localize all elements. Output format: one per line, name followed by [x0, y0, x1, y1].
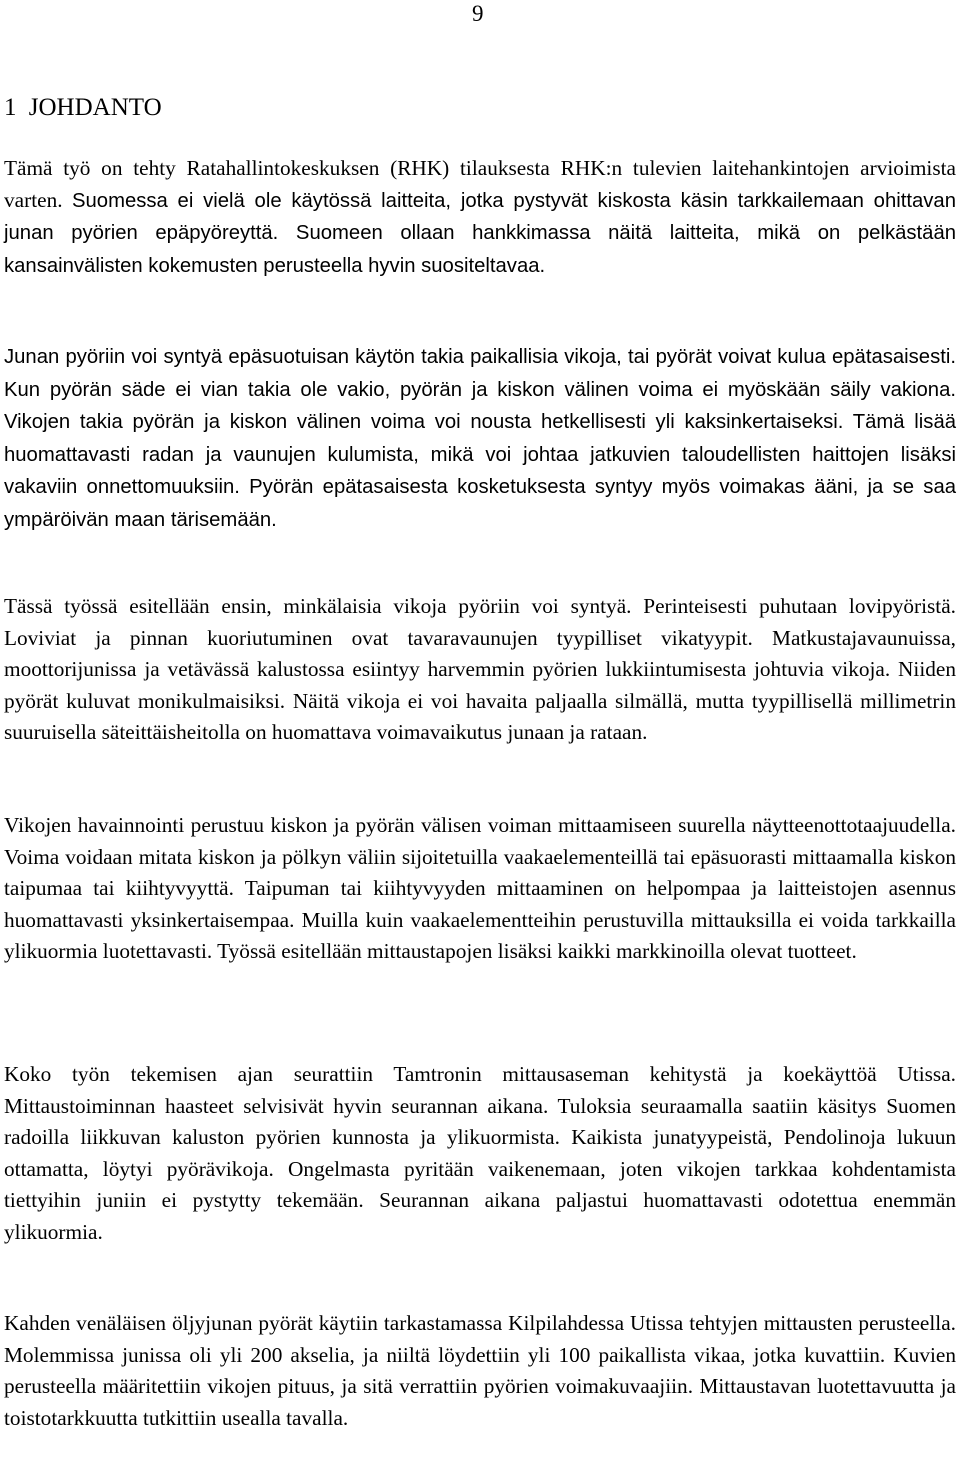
- paragraph-detection: [4, 810, 956, 969]
- paragraph-defect-types-serif: Tässä työssä esitellään ensin, minkälaisia vikoja pyöriin voi syntyä. Perinteisesti puhutaan lovipyöristä. Loviviat ja pinnan kuoriutuminen ovat tavaravaunujen tyypilliset vikatyypit. Matkustajavaunuissa, moottorijunissa ja vetävässä kalustossa esiintyy harvemmin pyörien lukkiintumisesta johtuvia vikoja. Niiden pyörät kuluvat monikulmaisiksi. Näitä vikoja ei voi havaita paljaalla silmällä, mutta tyypillisellä millimetrin suuruisella säteittäisheitolla on huomattava voimavaikutus junaan ja rataan.: [4, 594, 956, 744]
- paragraph-detection-serif: Vikojen havainnointi perustuu kiskon ja pyörän välisen voiman mittaamiseen suurella näytteenottotaajuudella. Voima voidaan mitata kiskon ja pölkyn väliin sijoitetuilla vaakaelementeillä tai epäsuorasti mittaamalla kiskon taipumaa tai kiihtyvyyttä. Taipuman tai kiihtyvyyden mittaaminen on helpompaa ja laitteistojen asennus huomattavasti yksinkertaisempaa. Muilla kuin vaakaelementteihin perustuvilla mittauksilla ei voida tarkkailla ylikuormia luotettavasti. Työssä esitellään mittaustapojen lisäksi kaikki markkinoilla olevat tuotteet.: [4, 813, 956, 963]
- paragraph-monitoring: [4, 1059, 956, 1249]
- paragraph-oil-trains: [4, 1308, 956, 1435]
- page-number: 9: [472, 1, 484, 26]
- paragraph-intro-sans: Suomessa ei vielä ole käytössä laitteita, jotka pystyvät kiskosta käsin tarkkailemaan ohittavan junan pyörien epäpyöreyttä. Suomeen ollaan hankkimassa näitä laitteita, mikä on pelkästään kansainvälisten kokemusten perusteella hyvin suositeltavaa.: [4, 189, 956, 277]
- paragraph-wheel-defects-sans: Junan pyöriin voi syntyä epäsuotuisan käytön takia paikallisia vikoja, tai pyörät voivat kulua epätasaisesti. Kun pyörän säde ei vian takia ole vakio, pyörän ja kiskon välinen voima ei myöskään säily vakiona. Vikojen takia pyörän ja kiskon välinen voima voi nousta hetkellisesti yli kaksinkertaiseksi. Tämä lisää huomattavasti radan ja vaunujen kulumista, mikä voi johtaa jatkuvien taloudellisten haittojen lisäksi vakaviin onnettomuuksiin. Pyörän epätasaisesta kosketuksesta syntyy myös voimakas ääni, ja se saa ympäröivän maan tärisemään.: [4, 346, 956, 531]
- paragraph-wheel-defects: [4, 341, 956, 536]
- paragraph-intro: [4, 153, 956, 282]
- paragraph-oil-trains-serif: Kahden venäläisen öljyjunan pyörät käytiin tarkastamassa Kilpilahdessa Utissa tehtyjen mittausten perusteella. Molemmissa junissa oli yli 200 akselia, ja niiltä löydettiin yli 100 paikallista vikaa, jotka kuvattiin. Kuvien perusteella määritettiin vikojen pituus, ja sitä verrattiin pyörien voimakuvaajiin. Mittaustavan luotettavuutta ja toistotarkkuutta tutkittiin usealla tavalla.: [4, 1311, 956, 1430]
- paragraph-monitoring-serif: Koko työn tekemisen ajan seurattiin Tamtronin mittausaseman kehitystä ja koekäyttöä Utissa. Mittaustoiminnan haasteet selvisivät hyvin seurannan aikana. Tuloksia seuraamalla saatiin käsitys Suomen radoilla liikkuvan kaluston pyörien kunnosta ja ylikuormista. Kaikista junatyypeistä, Pendolinoja lukuun ottamatta, löytyi pyörävikoja. Ongelmasta pyritään vaikenemaan, joten vikojen tarkkaa kohdentamista tiettyihin juniin ei pystytty tekemään. Seurannan aikana paljastui huomattavasti odotettua enemmän ylikuormia.: [4, 1062, 956, 1244]
- paragraph-defect-types: [4, 591, 956, 750]
- paragraph-intro-serif: Tämä työ on tehty Ratahallintokeskuksen (RHK) tilauksesta RHK:n tulevien laitehankintojen arvioimista varten.: [4, 156, 956, 212]
- chapter-heading: 1 JOHDANTO: [4, 94, 162, 121]
